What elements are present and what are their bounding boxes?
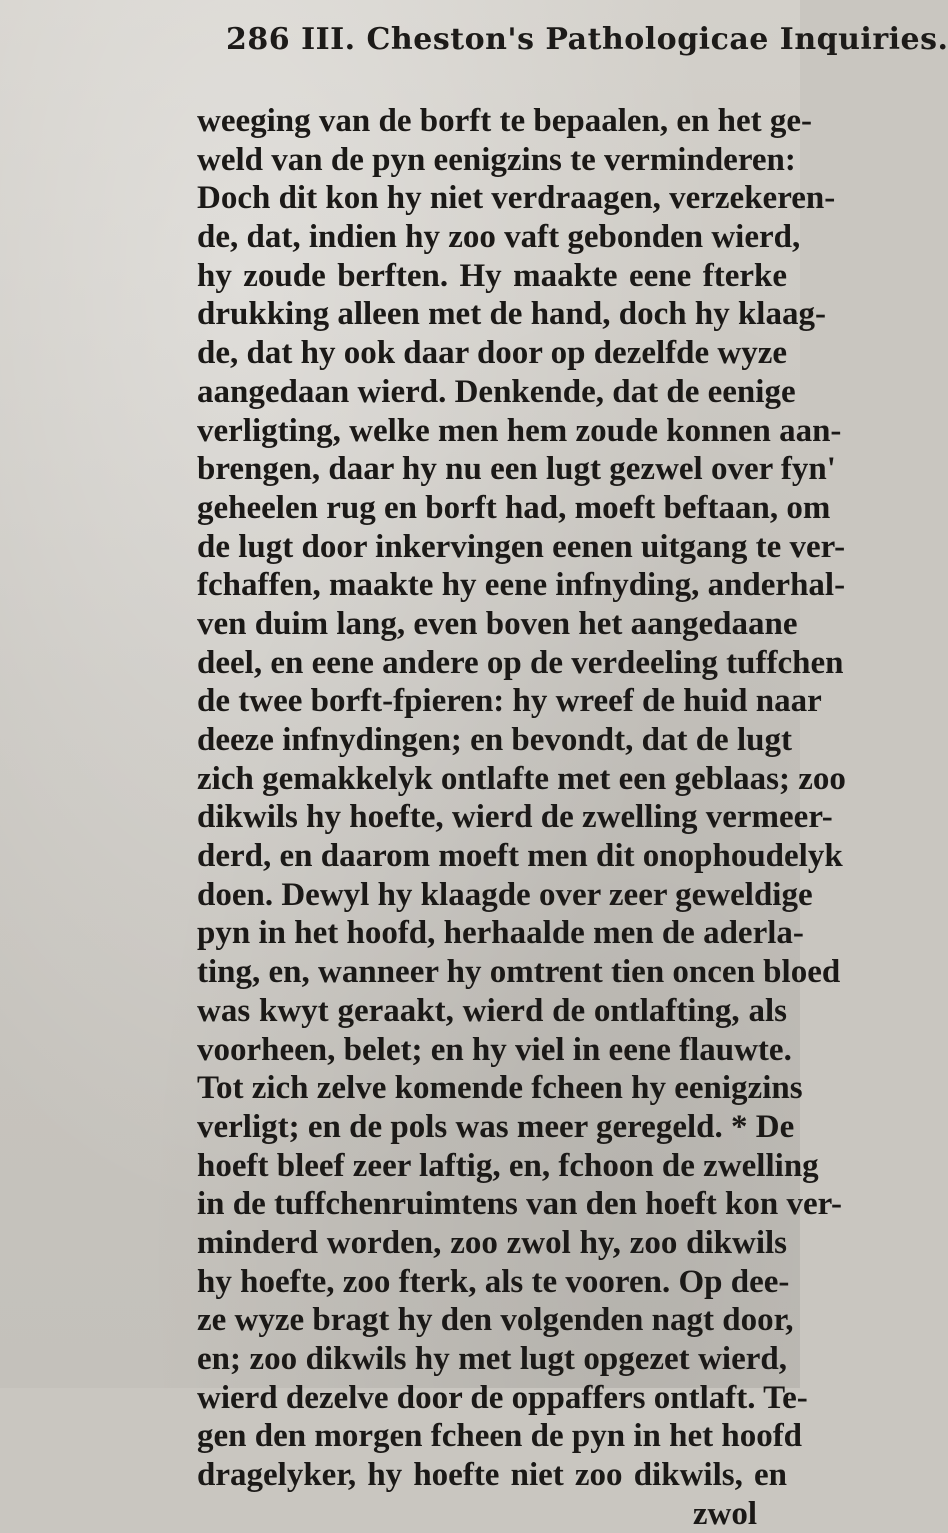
text-line: en; zoo dikwils hy met lugt opgezet wierd, (197, 1341, 787, 1377)
text-line: drukking alleen met de hand, doch hy klaag- (197, 296, 826, 333)
text-line: hy hoefte, zoo fterk, als te vooren. Op dee- (197, 1263, 790, 1300)
text-line: hy zoude berften. Hy maakte eene fterke (197, 257, 787, 294)
text-line: ven duim lang, even boven het aangedaane (197, 605, 798, 642)
text-line: fchaffen, maakte hy eene infnyding, anderhal- (197, 567, 846, 604)
text-line: de lugt door inkervingen eenen uitgang te ver- (197, 528, 846, 565)
text-line: aangedaan wierd. Denkende, dat de eenige (197, 373, 796, 410)
text-line: pyn in het hoofd, herhaalde men de aderla- (197, 915, 804, 952)
text-line: zich gemakkelyk ontlafte met een geblaas; zoo (197, 760, 846, 797)
text-line: hoeft bleef zeer laftig, en, fchoon de zwelling (197, 1147, 819, 1184)
text-line: brengen, daar hy nu een lugt gezwel over fyn' (197, 451, 836, 488)
text-line: was kwyt geraakt, wierd de ontlafting, als (197, 992, 787, 1029)
text-line: verligt; en de pols was meer geregeld. * De (197, 1108, 795, 1145)
text-line: minderd worden, zoo zwol hy, zoo dikwils (197, 1224, 787, 1261)
text-line: de, dat hy ook daar door op dezelfde wyze (197, 335, 788, 372)
text-line: weeging van de borft te bepaalen, en het ge- (197, 103, 813, 139)
text-line: doen. Dewyl hy klaagde over zeer geweldige (197, 876, 813, 913)
text-line: voorheen, belet; en hy viel in eene flauwte. (197, 1031, 792, 1068)
text-line: dragelyker, hy hoefte niet zoo dikwils, en (197, 1457, 787, 1494)
text-line: wierd dezelve door de oppaffers ontlaft. Te- (197, 1379, 808, 1416)
text-line: weld van de pyn eenigzins te verminderen: (197, 141, 796, 178)
text-line: Tot zich zelve komende fcheen hy eenigzins (197, 1070, 803, 1107)
text-line: deeze infnydingen; en bevondt, dat de lugt (197, 722, 792, 758)
text-line: ze wyze bragt hy den volgenden nagt door, (197, 1302, 794, 1339)
text-line: Doch dit kon hy niet verdraagen, verzekeren- (197, 180, 836, 217)
text-line: derd, en daarom moeft men dit onophoudelyk (197, 838, 843, 875)
text-line: ting, en, wanneer hy omtrent tien oncen bloed (197, 954, 841, 991)
body-text (197, 102, 846, 1533)
text-line: gen den morgen fcheen de pyn in het hoofd (197, 1418, 803, 1455)
text-line: de twee borft-fpieren: hy wreef de huid naar (197, 683, 822, 720)
running-header: 286 III. Cheston's Pathologicae Inquiries. (226, 22, 948, 57)
text-line: deel, en eene andere op de verdeeling tuffchen (197, 644, 844, 681)
catchword: zwol (692, 1495, 757, 1532)
text-line: in de tuffchenruimtens van den hoeft kon ver- (197, 1186, 843, 1223)
text-line: de, dat, indien hy zoo vaft gebonden wierd, (197, 219, 801, 256)
text-line: geheelen rug en borft had, moeft beftaan, om (197, 489, 831, 526)
text-line: dikwils hy hoefte, wierd de zwelling vermeer- (197, 799, 833, 836)
text-line: verligting, welke men hem zoude konnen aan- (197, 412, 842, 449)
